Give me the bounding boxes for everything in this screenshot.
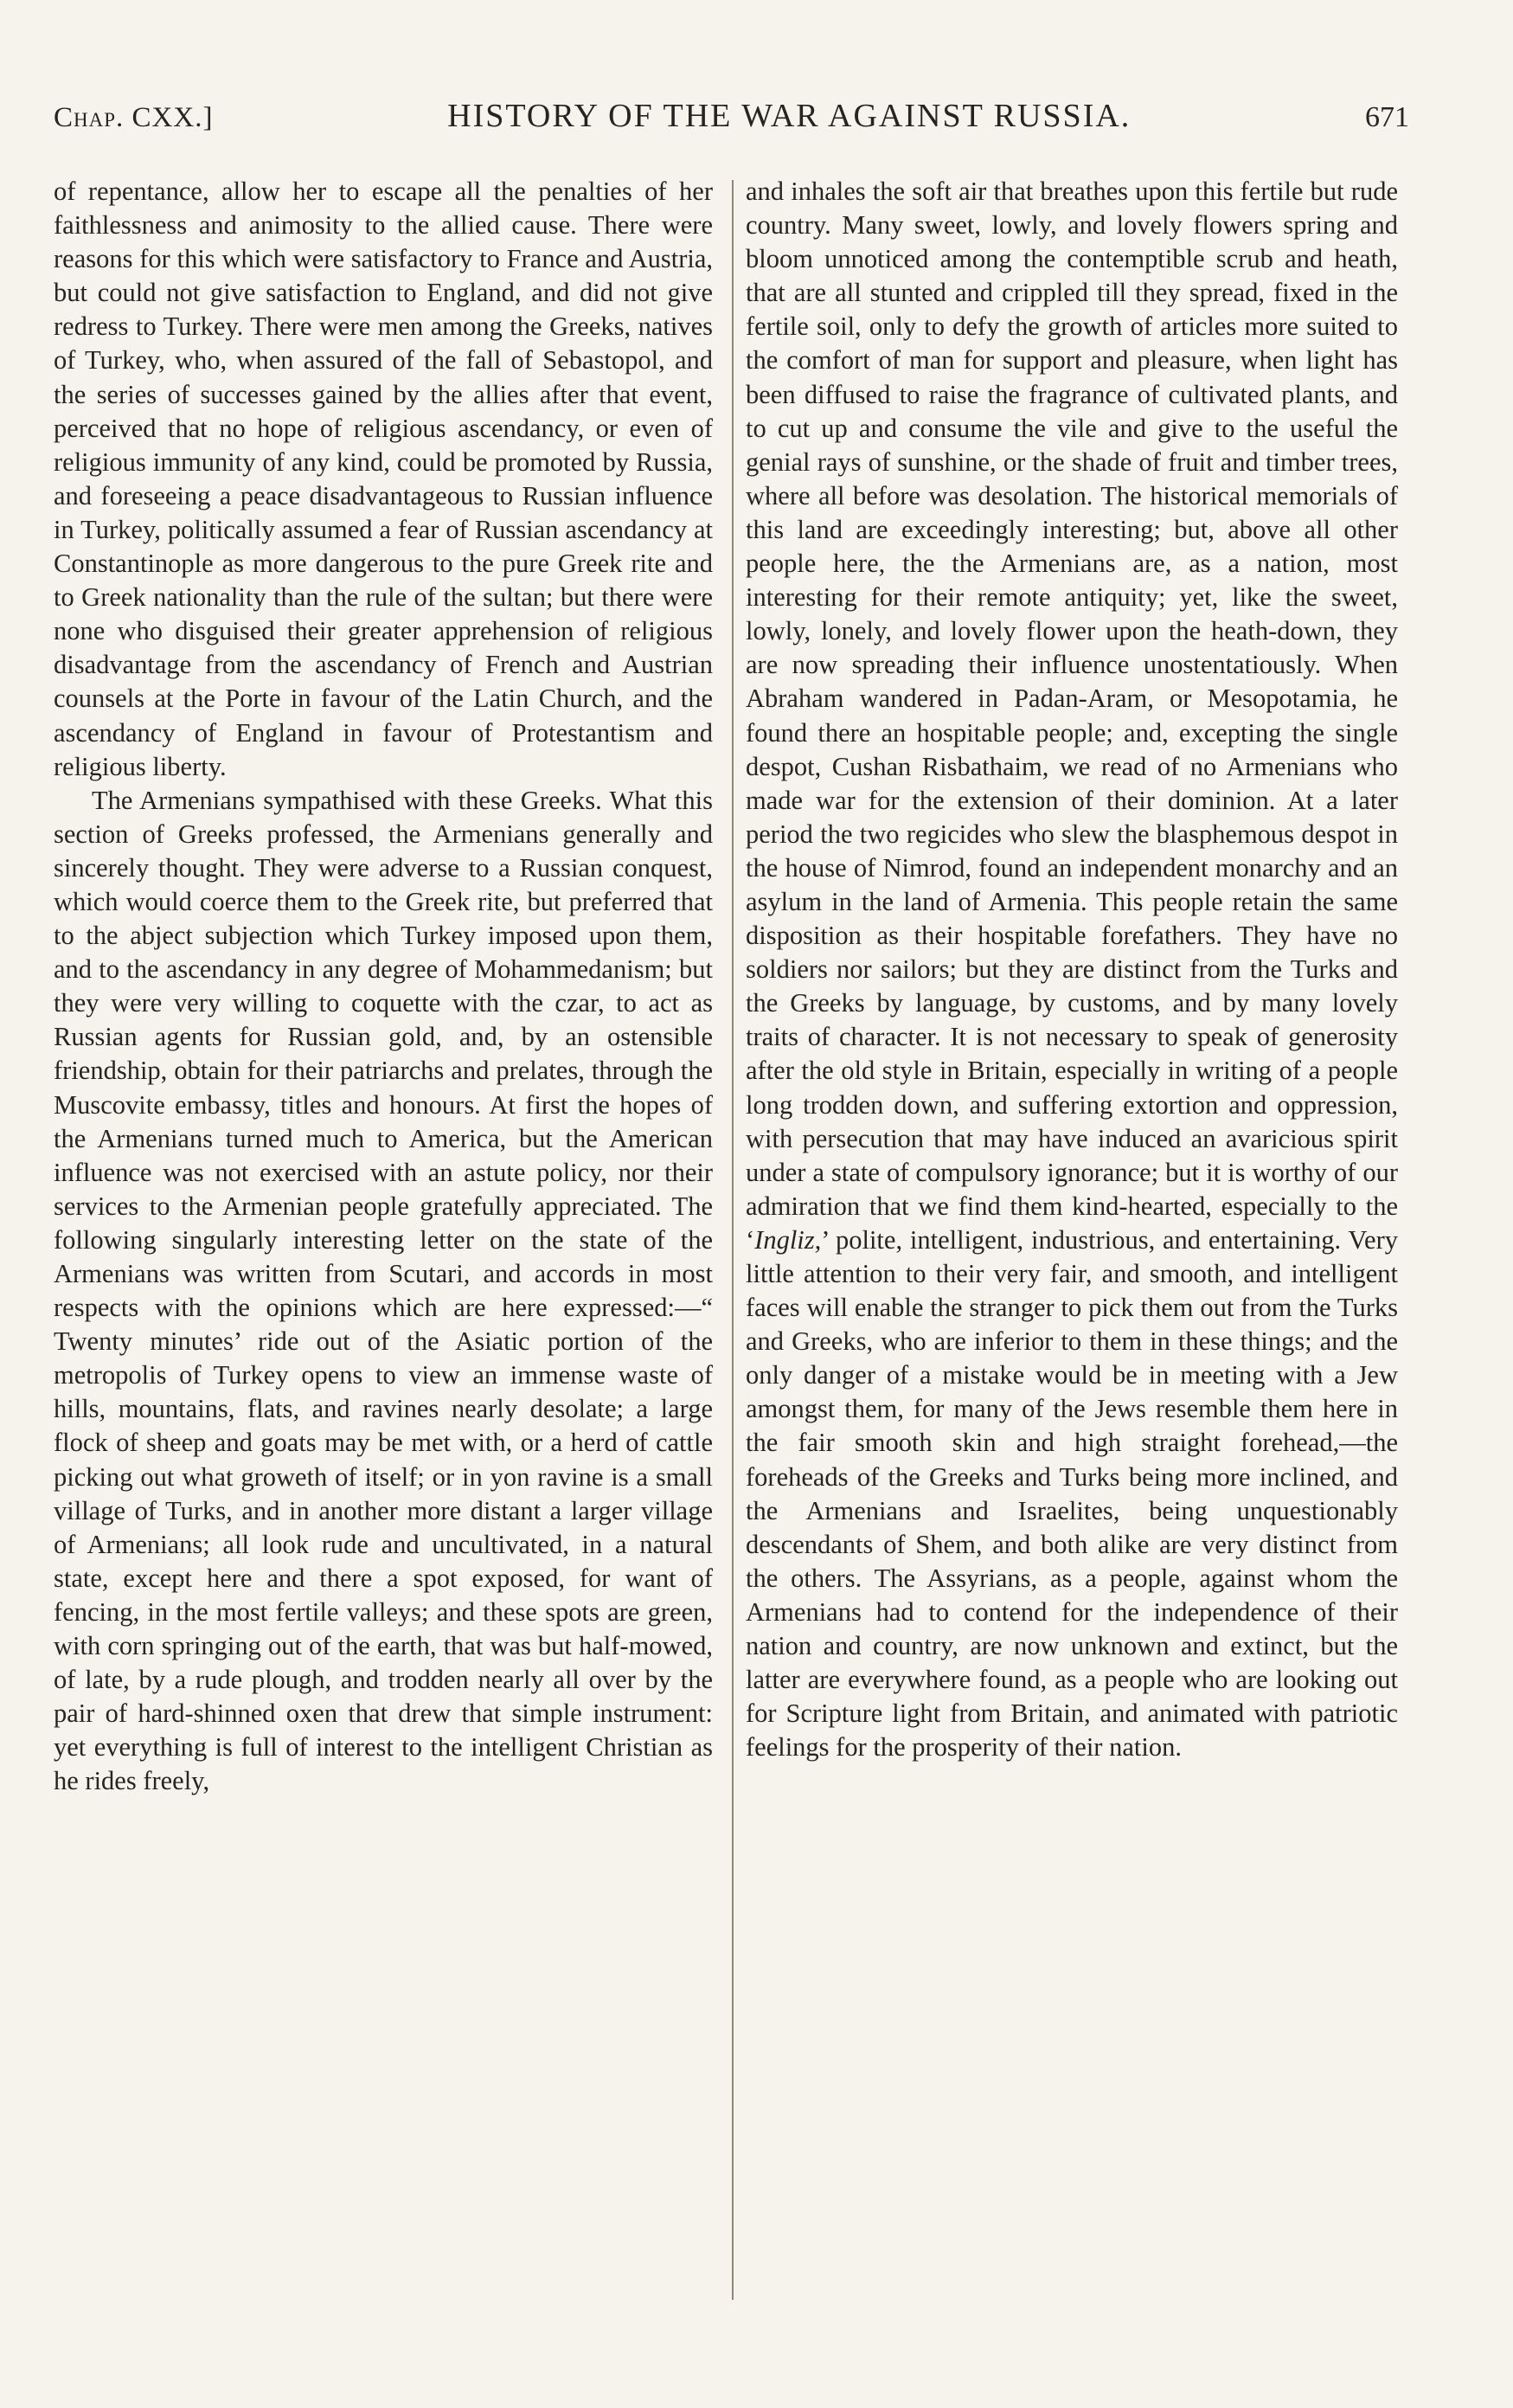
right-paragraph: [746, 175, 1398, 1764]
running-header: [54, 97, 1409, 149]
page-number: 671: [1365, 101, 1409, 133]
right-text-part-2: ’ polite, intelligent, industrious, and entertaining. Very little attention to their very fair, and smooth, and intelligent faces will enable the stranger to pick them out from the Turks and Greeks, who are inferior to them in these things; and the only danger of a mistake would be in meeting with a Jew amongst them, for many of the Jews resemble them here in the fair smooth skin and high straight forehead,—the foreheads of the Greeks and Turks being more inclined, and the Armenians and Israelites, being unquestionably descendants of Shem, and both alike are very distinct from the others. The Assyrians, as a people, against whom the Armenians had to contend for the independence of their nation and country, are now unknown and extinct, but the latter are everywhere found, as a people who are looking out for Scripture light from Britain, and animated with patriotic feelings for the prosperity of their nation.: [746, 1224, 1398, 1763]
left-paragraph-2: The Armenians sympathised with these Greeks. What this section of Greeks professed, the Armenians generally and sincerely thought. They were adverse to a Russian conquest, which would coerce them to the Greek rite, but preferred that to the abject subjection which Turkey imposed upon them, and to the ascendancy in any degree of Mohammedanism; but they were very willing to coquette with the czar, to act as Russian agents for Russian gold, and, by an ostensible friendship, obtain for their patriarchs and prelates, through the Muscovite embassy, titles and honours. At first the hopes of the Armenians turned much to America, but the American influence was not exercised with an astute policy, nor their services to the Armenian people gratefully appreciated. The following singularly interesting letter on the state of the Armenians was written from Scutari, and accords in most respects with the opinions which are here expressed:—“ Twenty minutes’ ride out of the Asiatic portion of the metropolis of Turkey opens to view an immense waste of hills, mountains, flats, and ravines nearly desolate; a large flock of sheep and goats may be met with, or a herd of cattle picking out what groweth of itself; or in yon ravine is a small village of Turks, and in another more distant a larger village of Armenians; all look rude and uncultivated, in a natural state, except here and there a spot exposed, for want of fencing, in the most fertile valleys; and these spots are green, with corn springing out of the earth, that was but half-mowed, of late, by a rude plough, and trodden nearly all over by the pair of hard-shinned oxen that drew that simple instrument: yet everything is full of interest to the intelligent Christian as he rides freely,: [54, 785, 713, 1796]
right-text-part-1: and inhales the soft air that breathes upon this fertile but rude country. Many sweet, lowly, and lovely flowers spring and bloom unnoticed among the contemptible scrub and heath, that are all stunted and crippled till they spread, fixed in the fertile soil, only to defy the growth of articles more suited to the comfort of man for support and pleasure, when light has been diffused to raise the fragrance of cultivated plants, and to cut up and consume the vile and give to the useful the genial rays of sunshine, or the shade of fruit and timber trees, where all before was desolation. The historical memorials of this land are exceedingly interesting; but, above all other people here, the the Armenians are, as a nation, most interesting for their remote antiquity; yet, like the sweet, lowly, lonely, and lovely flower upon the heath-down, they are now spreading their influence unostentatiously. When Abraham wandered in Padan-Aram, or Mesopotamia, he found there an hospitable people; and, excepting the single despot, Cushan Risbathaim, we read of no Armenians who made war for the extension of their dominion. At a later period the two regicides who slew the blasphemous despot in the house of Nimrod, found an independent monarchy and an asylum in the land of Armenia. This people retain the same disposition as their hospitable forefathers. They have no soldiers nor sailors; but they are distinct from the Turks and the Greeks by language, by customs, and by many lovely traits of character. It is not necessary to speak of generosity after the old style in Britain, especially in writing of a people long trodden down, and suffering extortion and oppression, with persecution that may have induced an avaricious spirit under a state of compulsory ignorance; but it is worthy of our admiration that we find them kind-hearted, especially to the ‘: [746, 177, 1398, 1255]
column-divider: [732, 180, 734, 2300]
italic-word-ingliz: Ingliz,: [754, 1224, 822, 1255]
left-paragraph-1: of repentance, allow her to escape all the penalties of her faithlessness and animosity to the allied cause. There were reasons for this which were satisfactory to France and Austria, but could not give satisfaction to England, and did not give redress to Turkey. There were men among the Greeks, natives of Turkey, who, when assured of the fall of Sebastopol, and the series of successes gained by the allies after that event, perceived that no hope of religious ascendancy, or even of religious immunity of any kind, could be promoted by Russia, and foreseeing a peace disadvantageous to Russian influence in Turkey, politically assumed a fear of Russian ascendancy at Constantinople as more dangerous to the pure Greek rite and to Greek nationality than the rule of the sultan; but there were none who disguised their greater apprehension of religious disadvantage from the ascendancy of French and Austrian counsels at the Porte in favour of the Latin Church, and the ascendancy of England in favour of Protestantism and religious liberty.: [54, 177, 713, 781]
chapter-reference: [54, 102, 213, 134]
left-column: [54, 175, 713, 1799]
running-title: HISTORY OF THE WAR AGAINST RUSSIA.: [447, 98, 1132, 134]
chapter-number: CXX.]: [131, 102, 214, 133]
right-column: [746, 175, 1398, 1764]
chapter-label: Chap.: [54, 102, 125, 133]
